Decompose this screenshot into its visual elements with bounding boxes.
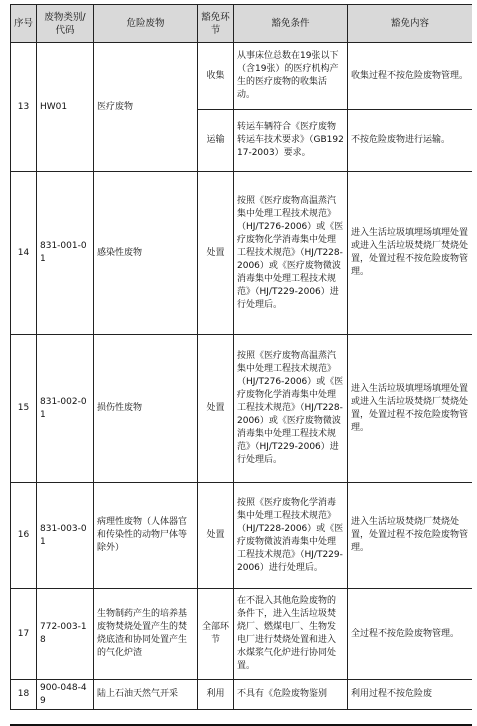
table-row — [11, 335, 473, 483]
row-stage: 处置 — [198, 335, 234, 483]
row-cond: 从事床位总数在19张以下（含19张）的医疗机构产生的医疗废物的收集活动。 — [234, 43, 348, 110]
row-content: 不按危险废物进行运输。 — [348, 110, 473, 172]
row-content: 收集过程不按危险废物管理。 — [348, 43, 473, 110]
row-content: 全过程不按危险废物管理。 — [348, 589, 473, 680]
table-row — [11, 589, 473, 680]
row-cond: 转运车辆符合《医疗废物转运车技术要求》（GB19217-2003）要求。 — [234, 110, 348, 172]
table-row — [11, 43, 473, 110]
document-page — [10, 4, 472, 726]
row-code: 831-002-01 — [37, 335, 94, 483]
row-stage: 利用 — [198, 680, 234, 710]
header-content: 豁免内容 — [348, 5, 473, 43]
table-row — [11, 483, 473, 589]
row-waste: 生物制药产生的培养基废物焚烧处置产生的焚烧底渣和协同处置产生的气化炉渣 — [94, 589, 198, 680]
header-waste: 危险废物 — [94, 5, 198, 43]
row-code: 831-003-01 — [37, 483, 94, 589]
header-cond: 豁免条件 — [234, 5, 348, 43]
row-cond: 按照《医疗废物高温蒸汽集中处理工程技术规范》（HJ/T276-2006）或《医疗废物化学消毒集中处理工程技术规范》（HJ/T228-2006）或《医疗废物微波消毒集中处理工程技术规范》（HJ/T229-2006）进行处理后。 — [234, 335, 348, 483]
row-waste: 感染性废物 — [94, 172, 198, 335]
row-content: 进入生活垃圾填埋场填埋处置或进入生活垃圾焚烧厂焚烧处置，处置过程不按危险废物管理。 — [348, 335, 473, 483]
row-no: 17 — [11, 589, 37, 680]
row-stage: 全部环节 — [198, 589, 234, 680]
row-stage: 收集 — [198, 43, 234, 110]
row-content: 进入生活垃圾焚烧厂焚烧处置，处置过程不按危险废物管理。 — [348, 483, 473, 589]
row-waste: 病理性废物（人体器官和传染性的动物尸体等除外） — [94, 483, 198, 589]
row-cond: 不具有《危险废物鉴别 — [234, 680, 348, 710]
row-code: 831-001-01 — [37, 172, 94, 335]
row-stage: 处置 — [198, 483, 234, 589]
row-waste: 医疗废物 — [94, 43, 198, 172]
row-code: 772-003-18 — [37, 589, 94, 680]
row-waste: 陆上石油天然气开采 — [94, 680, 198, 710]
table-row — [11, 680, 473, 710]
row-no: 14 — [11, 172, 37, 335]
row-no: 13 — [11, 43, 37, 172]
row-code: HW01 — [37, 43, 94, 172]
row-no: 18 — [11, 680, 37, 710]
row-waste: 损伤性废物 — [94, 335, 198, 483]
header-no: 序号 — [11, 5, 37, 43]
row-no: 16 — [11, 483, 37, 589]
header-row — [11, 5, 473, 43]
row-stage: 运输 — [198, 110, 234, 172]
table-row — [11, 172, 473, 335]
row-cond: 按照《医疗废物化学消毒集中处理工程技术规范》（HJ/T228-2006）或《医疗废物微波消毒集中处理工程技术规范》（HJ/T229-2006）进行处理后。 — [234, 483, 348, 589]
row-cond: 在不混入其他危险废物的条件下，进入生活垃圾焚烧厂、燃煤电厂、生物发电厂进行焚烧处置和进入水煤浆气化炉进行协同处置。 — [234, 589, 348, 680]
row-no: 15 — [11, 335, 37, 483]
row-content: 利用过程不按危险废 — [348, 680, 473, 710]
header-code: 废物类别/代码 — [37, 5, 94, 43]
row-cond: 按照《医疗废物高温蒸汽集中处理工程技术规范》（HJ/T276-2006）或《医疗废物化学消毒集中处理工程技术规范》（HJ/T228-2006）或《医疗废物微波消毒集中处理工程技术规范》（HJ/T229-2006）进行处理后。 — [234, 172, 348, 335]
row-content: 进入生活垃圾填埋场填埋处置或进入生活垃圾焚烧厂焚烧处置，处置过程不按危险废物管理。 — [348, 172, 473, 335]
row-stage: 处置 — [198, 172, 234, 335]
header-stage: 豁免环节 — [198, 5, 234, 43]
row-code: 900-048-49 — [37, 680, 94, 710]
exemption-table — [10, 4, 472, 710]
